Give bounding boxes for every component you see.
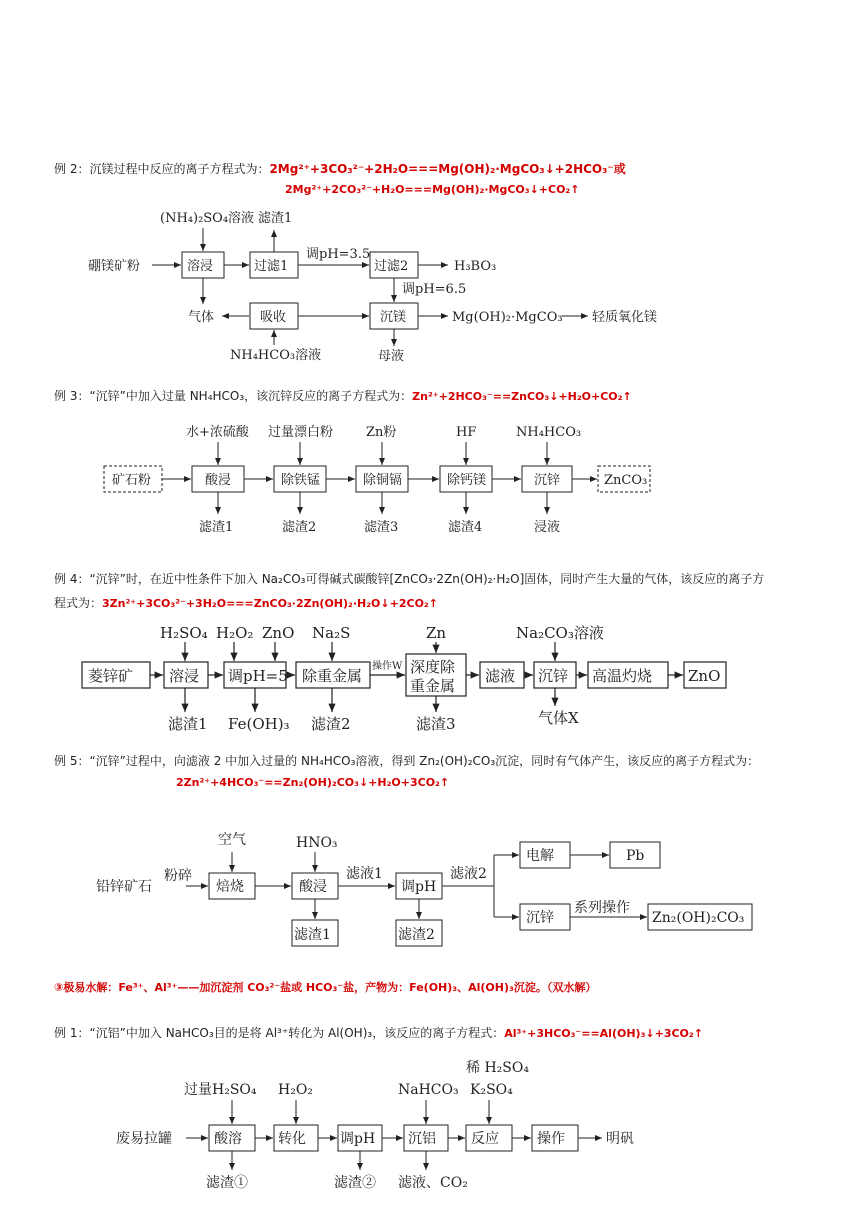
ex1-o3: 滤液、CO₂ xyxy=(398,1175,468,1191)
ex3-flowchart xyxy=(0,415,868,540)
ex1-step-2: 转化 xyxy=(278,1131,306,1147)
ex2-raw: 硼镁矿粉 xyxy=(88,259,141,274)
ex3-step-4: 除钙镁 xyxy=(447,473,487,488)
ex4-zno: ZnO xyxy=(688,667,721,685)
ex1-r3: NaHCO₃ xyxy=(398,1082,459,1098)
ex1-flowchart xyxy=(0,1050,868,1200)
ex2-answer-1: 2Mg²⁺+3CO₃²⁻+2H₂O===Mg(OH)₂·MgCO₃↓+2HCO₃⁻或 xyxy=(269,162,626,176)
ex3-reagent-1: 水+浓硫酸 xyxy=(186,425,249,440)
ex3-answer: Zn²⁺+2HCO₃⁻==ZnCO₃↓+H₂O+CO₂↑ xyxy=(412,390,632,403)
ex1-o2: 滤渣② xyxy=(334,1175,376,1191)
ex2-residue1: 滤渣1 xyxy=(258,211,293,226)
ex4-o-gas: 气体X xyxy=(538,709,579,727)
ex2-ph1: 调pH=3.5 xyxy=(306,247,371,262)
ex2-filter2: 过滤2 xyxy=(374,259,409,274)
ex5-series: 系列操作 xyxy=(574,900,630,916)
ex3-step-5: 沉锌 xyxy=(534,473,561,488)
ex4-r-na2s: Na₂S xyxy=(312,624,351,642)
ex4-r-h2so4: H₂SO₄ xyxy=(160,624,208,642)
ex1-r1: 过量H₂SO₄ xyxy=(184,1082,257,1098)
ex3-question: 例 3：“沉锌”中加入过量 NH₄HCO₃，该沉锌反应的离子方程式为：Zn²⁺+2HCO₃⁻==ZnCO₃↓+H₂O+CO₂↑ xyxy=(54,389,632,403)
ex2-product2: Mg(OH)₂·MgCO₃ xyxy=(452,310,563,325)
ex4-deep2: 重金属 xyxy=(410,677,456,695)
ex4-flowchart xyxy=(0,615,868,740)
ex5-acid: 酸浸 xyxy=(299,879,327,895)
ex2-final: 轻质氧化镁 xyxy=(592,310,658,325)
ex3-step-2: 除铁锰 xyxy=(281,473,321,488)
ex4-heavy: 除重金属 xyxy=(302,667,363,685)
ex3-output-2: 滤渣2 xyxy=(282,520,317,535)
ex4-start: 菱锌矿 xyxy=(88,667,134,685)
hydrolysis-note: ③极易水解：Fe³⁺、Al³⁺——加沉淀剂 CO₃²⁻盐或 HCO₃⁻盐，产物为：Fe(OH)₃、Al(OH)₃沉淀。（双水解） xyxy=(54,981,597,994)
ex2-reagent2: NH₄HCO₃溶液 xyxy=(230,348,322,363)
ex3-output-1: 滤渣1 xyxy=(199,520,234,535)
ex5-product: Zn₂(OH)₂CO₃ xyxy=(652,910,745,926)
ex1-r4b: K₂SO₄ xyxy=(470,1082,513,1098)
ex5-r1: 滤渣1 xyxy=(294,927,331,943)
ex2-flowchart xyxy=(0,200,868,375)
ex1-answer: Al³⁺+3HCO₃⁻==Al(OH)₃↓+3CO₂↑ xyxy=(504,1027,703,1040)
ex3-output-4: 滤渣4 xyxy=(448,520,483,535)
ex1-o1: 滤渣① xyxy=(206,1175,248,1191)
ex3-step-3: 除铜镉 xyxy=(363,473,403,488)
ex4-filtrate: 滤液 xyxy=(485,667,516,685)
ex4-r-zn: Zn xyxy=(426,624,447,642)
ex1-r4a: 稀 H₂SO₄ xyxy=(466,1060,529,1076)
ex4-precip: 沉锌 xyxy=(538,667,569,685)
ex4-line2: 程式为：3Zn²⁺+3CO₃²⁻+3H₂O===ZnCO₃·2Zn(OH)₂·H₂O↓+2CO₂↑ xyxy=(54,596,438,610)
ex2-question: 例 2：沉镁过程中反应的离子方程式为：2Mg²⁺+3CO₃²⁻+2H₂O===Mg(OH)₂·MgCO₃↓+2HCO₃⁻或 xyxy=(54,162,626,176)
ex5-crush: 粉碎 xyxy=(164,868,192,884)
ex2-filter1: 过滤1 xyxy=(254,259,289,274)
ex4-o-res2: 滤渣2 xyxy=(311,715,351,733)
ex4-r-na2co3: Na₂CO₃溶液 xyxy=(516,624,604,642)
ex1-start: 废易拉罐 xyxy=(116,1131,172,1147)
ex5-air: 空气 xyxy=(218,832,246,848)
ex3-reagent-4: HF xyxy=(456,425,477,440)
ex3-start: 矿石粉 xyxy=(112,473,152,488)
ex4-op: 操作W xyxy=(372,661,403,672)
ex4-r-zno: ZnO xyxy=(262,624,295,642)
ex4-o-feoh: Fe(OH)₃ xyxy=(228,715,290,733)
ex5-roast: 焙烧 xyxy=(216,879,244,895)
ex1-step-1: 酸溶 xyxy=(214,1131,242,1147)
ex3-reagent-5: NH₄HCO₃ xyxy=(516,425,582,440)
ex2-ph2: 调pH=6.5 xyxy=(402,282,467,297)
ex4-leach: 溶浸 xyxy=(169,667,200,685)
ex1-step-5: 反应 xyxy=(471,1131,499,1147)
ex5-question: 例 5：“沉锌”过程中，向滤液 2 中加入过量的 NH₄HCO₃溶液，得到 Zn₂(OH)₂CO₃沉淀，同时有气体产生，该反应的离子方程式为： xyxy=(54,754,760,768)
ex5-flowchart xyxy=(0,820,868,955)
ex5-hno3: HNO₃ xyxy=(296,835,338,851)
ex2-absorb: 吸收 xyxy=(260,310,287,325)
ex4-deep1: 深度除 xyxy=(410,658,456,676)
ex2-gas: 气体 xyxy=(188,310,215,325)
ex3-output-5: 浸液 xyxy=(534,520,561,535)
ex3-end: ZnCO₃ xyxy=(604,473,648,488)
ex2-mother: 母液 xyxy=(378,349,405,364)
ex4-o-res3: 滤渣3 xyxy=(416,715,456,733)
ex1-end: 明矾 xyxy=(606,1131,634,1147)
ex4-ph: 调pH=5 xyxy=(228,667,288,685)
ex1-step-3: 调pH xyxy=(340,1131,376,1147)
ex4-answer: 3Zn²⁺+3CO₃²⁻+3H₂O===ZnCO₃·2Zn(OH)₂·H₂O↓+2CO₂↑ xyxy=(102,597,438,610)
ex5-r2: 滤渣2 xyxy=(398,927,435,943)
ex1-step-4: 沉铝 xyxy=(408,1131,436,1147)
ex2-answer-2: 2Mg²⁺+2CO₃²⁻+H₂O===Mg(OH)₂·MgCO₃↓+CO₂↑ xyxy=(285,183,580,196)
ex3-reagent-3: Zn粉 xyxy=(366,425,397,440)
ex5-answer: 2Zn²⁺+4HCO₃⁻==Zn₂(OH)₂CO₃↓+H₂O+3CO₂↑ xyxy=(176,776,450,789)
ex5-start: 铅锌矿石 xyxy=(96,879,152,895)
ex2-leach: 溶浸 xyxy=(187,259,214,274)
ex4-o-res1: 滤渣1 xyxy=(168,715,208,733)
ex1-question: 例 1：“沉铝”中加入 NaHCO₃目的是将 Al³⁺转化为 Al(OH)₃，该反应的离子方程式：Al³⁺+3HCO₃⁻==Al(OH)₃↓+3CO₂↑ xyxy=(54,1026,703,1040)
ex3-step-1: 酸浸 xyxy=(205,473,232,488)
ex2-product1: H₃BO₃ xyxy=(454,259,497,274)
ex5-elec: 电解 xyxy=(526,848,554,864)
ex5-f1: 滤液1 xyxy=(346,866,383,882)
ex5-f2: 滤液2 xyxy=(450,866,487,882)
ex4-calcine: 高温灼烧 xyxy=(592,667,653,685)
ex3-reagent-2: 过量漂白粉 xyxy=(268,425,334,440)
ex5-ph: 调pH xyxy=(401,879,437,895)
ex2-precip: 沉镁 xyxy=(380,310,407,325)
ex5-precip: 沉锌 xyxy=(526,910,554,926)
ex2-reagent1: (NH₄)₂SO₄溶液 xyxy=(160,211,255,226)
ex4-r-h2o2: H₂O₂ xyxy=(216,624,254,642)
ex3-output-3: 滤渣3 xyxy=(364,520,399,535)
ex1-step-6: 操作 xyxy=(537,1131,565,1147)
ex5-pb: Pb xyxy=(626,848,645,864)
ex4-line1: 例 4：“沉锌”时，在近中性条件下加入 Na₂CO₃可得碱式碳酸锌[ZnCO₃·2Zn(OH)₂·H₂O]固体，同时产生大量的气体，该反应的离子方 xyxy=(54,572,765,586)
ex1-r2: H₂O₂ xyxy=(278,1082,313,1098)
